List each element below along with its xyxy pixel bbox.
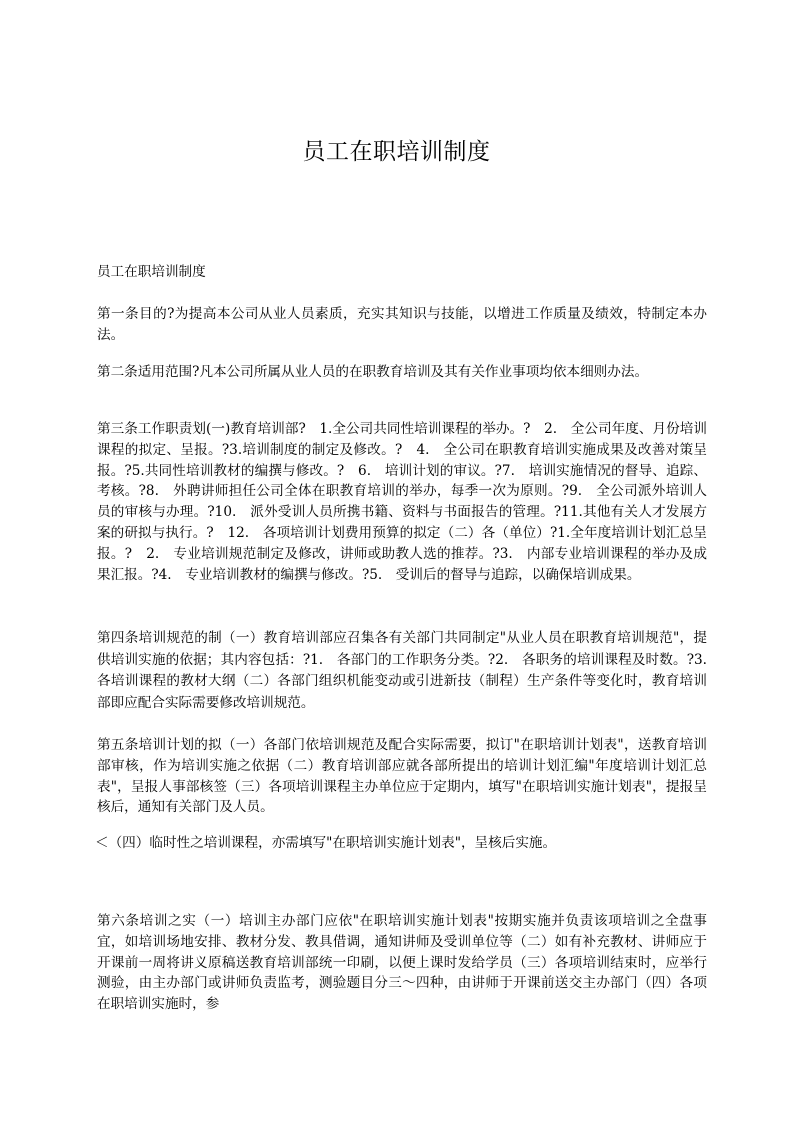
article-2-scope: 第二条适用范围?凡本公司所属从业人员的在职教育培训及其有关作业事项均依本细则办法。 — [97, 364, 649, 380]
article-3-responsibilities: 第三条工作职责划(一)教育培训部? 1.全公司共同性培训课程的举办。? 2. 全公司年度、月份培训课程的拟定、呈报。?3.培训制度的制定及修改。? 4. 全公司在职教育培训实施成果及改善对策呈报。?5.共同性培训教材的编撰与修改。? 6. 培训计划的审议。?7. 培训实施情况的督导、追踪、考核。?8. 外聘讲师担任公司全体在职教育培训的举办，每季一次为原则。?9. 全公司派外培训人员的审核与办理。?10. 派外受训人员所携书籍、资料与书面报告的管理。?11.其他有关人才发展方案的研拟与执行。? 12. 各项培训计划费用预算的拟定（二）各（单位）?1.全年度培训计划汇总呈报。? 2. 专业培训规范制定及修改，讲师或助教人选的推荐。?3. 内部专业培训课程的举办及成果汇报。?4. 专业培训教材的编撰与修改。?5. 受训后的督导与追踪，以确保培训成果。 — [97, 421, 707, 583]
section-heading: 员工在职培训制度 — [97, 264, 206, 280]
article-5-temporary-courses: ＜（四）临时性之培训课程，亦需填写"在职培训实施计划表"，呈核后实施。 — [95, 835, 557, 851]
article-1-purpose: 第一条目的?为提高本公司从业人员素质，充实其知识与技能，以增进工作质量及绩效，特制定本办法。 — [97, 306, 707, 343]
article-5-training-plan: 第五条培训计划的拟（一）各部门依培训规范及配合实际需要，拟订"在职培训计划表"，送教育培训部审核，作为培训实施之依据（二）教育培训部应就各部所提出的培训计划汇编"年度培训计划汇总表"，呈报人事部核签（三）各项培训课程主办单位应于定期内，填写"在职培训实施计划表"，提报呈核后，通知有关部门及人员。 — [97, 737, 707, 816]
article-6-implementation: 第六条培训之实（一）培训主办部门应依"在职培训实施计划表"按期实施并负责该项培训之全盘事宜，如培训场地安排、教材分发、教具借调，通知讲师及受训单位等（二）如有补充教材、讲师应于开课前一周将讲义原稿送教育培训部统一印刷，以便上课时发给学员（三）各项培训结束时，应举行测验，由主办部门或讲师负责监考，测验题目分三～四种，由讲师于开课前送交主办部门（四）各项在职培训实施时，参 — [97, 913, 707, 1013]
document-title: 员工在职培训制度 — [302, 139, 491, 165]
article-4-training-standards: 第四条培训规范的制（一）教育培训部应召集各有关部门共同制定"从业人员在职教育培训规范"，提供培训实施的依据；其内容包括：?1. 各部门的工作职务分类。?2. 各职务的培训课程及时数。?3. 各培训课程的教材大纲（二）各部门组织机能变动或引进新技（制程）生产条件等变化时，教育培训部即应配合实际需要修改培训规范。 — [97, 630, 721, 711]
